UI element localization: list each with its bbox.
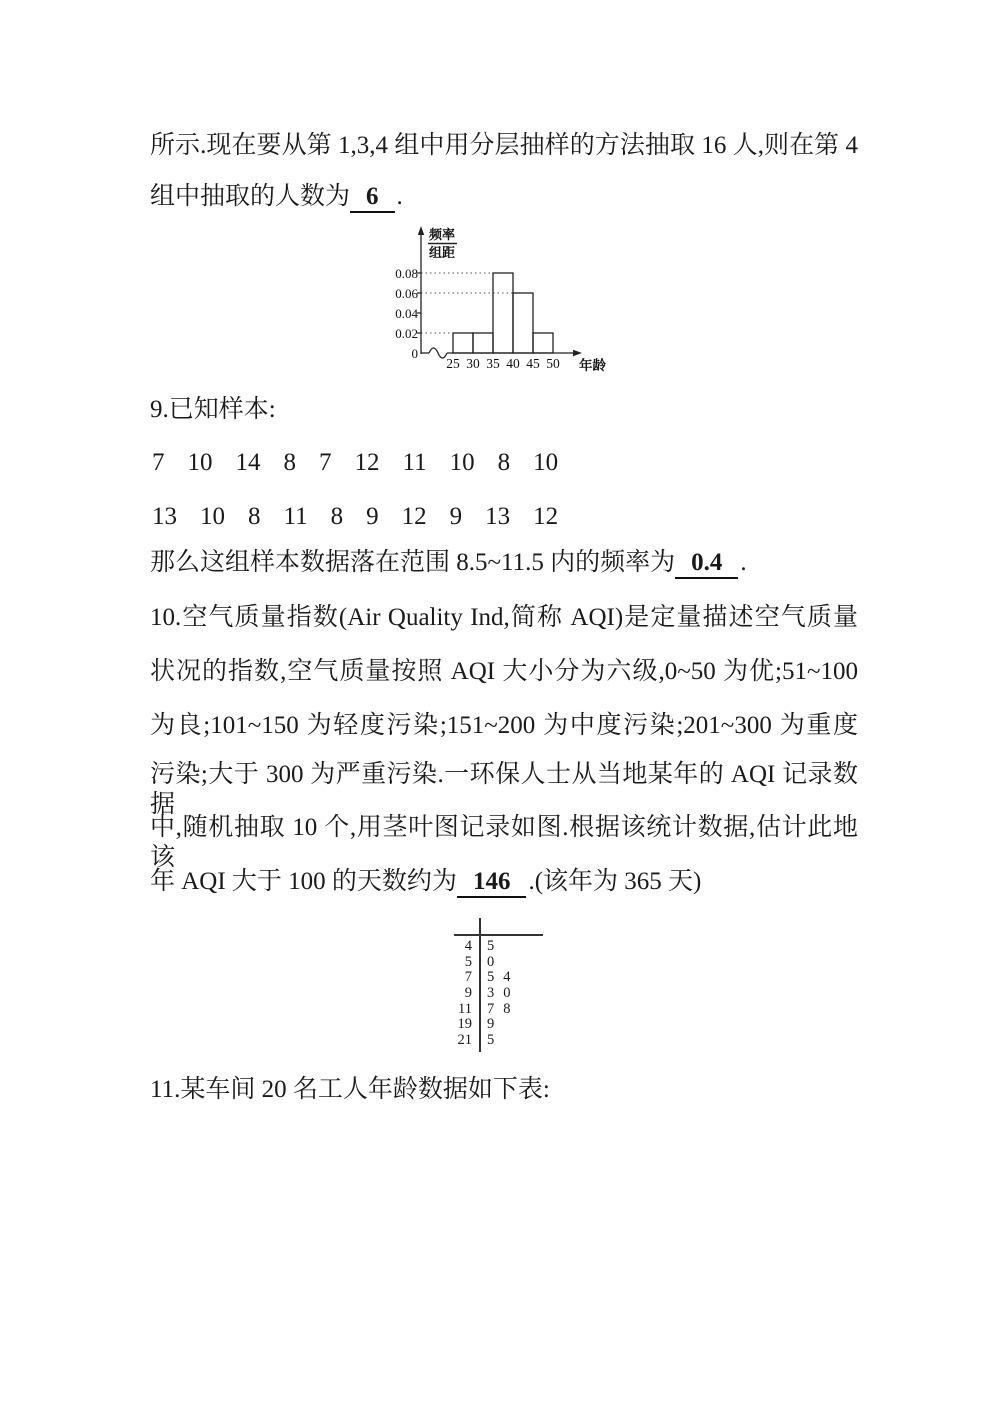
leaf-values [487,1033,494,1049]
svg-text:0.08: 0.08 [395,266,418,281]
svg-text:0.02: 0.02 [395,326,418,341]
leaf-values [487,1002,511,1018]
svg-text:0.06: 0.06 [395,286,418,301]
svg-text:40: 40 [506,356,520,371]
svg-text:0: 0 [411,346,418,361]
q10-line-2: 状况的指数,空气质量按照 AQI 大小分为六级,0~50 为优;51~100 [150,658,858,685]
q9-sample-row-1 [152,448,558,478]
leaf-value: 8 [503,1000,511,1017]
sample-number: 10 [449,449,475,476]
sample-number: 14 [235,449,261,476]
svg-text:50: 50 [546,356,560,371]
sample-number: 8 [248,503,261,530]
q8-answer-period: . [396,183,403,210]
sample-number: 12 [533,503,559,530]
leaf-values [487,955,494,971]
svg-text:30: 30 [466,356,480,371]
sample-number: 11 [283,503,308,530]
sample-number: 11 [402,449,427,476]
stemleaf-rows [428,939,588,1049]
stemleaf-row [428,1033,588,1049]
q10-line-5: 中,随机抽取 10 个,用茎叶图记录如图.根据该统计数据,估计此地该 [150,814,858,871]
stemleaf-row [428,955,588,971]
stemleaf-row [428,970,588,986]
q8-answer-blank: 6 [350,183,395,213]
q10-line-1: 10.空气质量指数(Air Quality Ind,简称 AQI)是定量描述空气质量 [150,604,858,631]
q9-answer-period: . [740,549,747,576]
leaf-values [487,939,494,955]
svg-text:35: 35 [486,356,500,371]
q9-heading: 9.已知样本: [150,396,276,423]
stem-value: 4 [464,938,472,954]
sample-number: 12 [401,503,427,530]
sample-number: 7 [152,449,165,476]
stem-value: 21 [457,1032,472,1049]
sample-number: 8 [330,503,344,530]
frequency-histogram [393,222,628,377]
stem-value: 9 [464,985,472,1002]
q9-answer-blank: 0.4 [675,549,738,579]
leaf-value: 4 [503,969,511,986]
q10-answer-suffix: .(该年为 365 天) [528,868,702,895]
leaf-values [487,970,511,986]
leaf-value: 5 [487,969,495,986]
svg-text:45: 45 [526,356,540,371]
sample-number: 13 [485,503,511,530]
leaf-value: 5 [487,1032,495,1049]
leaf-value: 0 [487,953,495,970]
q9-answer-prefix: 那么这组样本数据落在范围 8.5~11.5 内的频率为 [150,549,676,576]
sample-number: 10 [533,449,559,476]
leaf-values [487,1017,494,1033]
stemleaf-header-line [454,934,543,936]
svg-text:组距: 组距 [429,245,456,260]
q9-sample-row-2 [152,502,558,532]
q10-line-3: 为良;101~150 为轻度污染;151~200 为中度污染;201~300 为重度 [150,712,858,739]
sample-number: 7 [319,449,332,476]
q10-line-4: 污染;大于 300 为严重污染.一环保人士从当地某年的 AQI 记录数据 [150,761,858,818]
q11-heading: 11.某车间 20 名工人年龄数据如下表: [150,1076,550,1103]
q9-conclusion [150,548,858,579]
stemleaf-row [428,986,588,1002]
svg-text:25: 25 [446,356,460,371]
leaf-value: 7 [487,1000,495,1017]
leaf-value: 9 [487,1016,495,1033]
svg-text:频率: 频率 [429,227,456,242]
stem-value: 5 [464,953,472,970]
sample-number: 9 [366,503,379,530]
leaf-value: 5 [487,938,495,954]
leaf-values [487,986,511,1002]
svg-text:年龄: 年龄 [579,358,606,373]
stem-value: 7 [464,969,472,986]
sample-number: 9 [449,503,463,530]
stem-and-leaf-plot [428,915,588,1057]
stem-value: 11 [458,1000,472,1017]
stemleaf-row [428,1017,588,1033]
stemleaf-row [428,939,588,955]
sample-number: 10 [187,449,213,476]
sample-number: 8 [497,449,511,476]
q10-line-6 [150,867,858,898]
sample-number: 13 [152,503,177,530]
leaf-value: 3 [487,985,495,1002]
stem-value: 19 [457,1016,472,1033]
sample-number: 12 [354,449,380,476]
leaf-value: 0 [503,985,511,1002]
q10-answer-blank: 146 [457,868,527,898]
q8-line-1: 所示.现在要从第 1,3,4 组中用分层抽样的方法抽取 16 人,则在第 4 [150,132,858,159]
svg-text:0.04: 0.04 [395,306,418,321]
q8-line-2 [150,182,858,213]
sample-number: 10 [200,503,225,530]
q10-answer-prefix: 年 AQI 大于 100 的天数约为 [150,868,457,895]
stemleaf-row [428,1002,588,1018]
sample-number: 8 [283,449,296,476]
q8-answer-prefix: 组中抽取的人数为 [150,183,351,210]
